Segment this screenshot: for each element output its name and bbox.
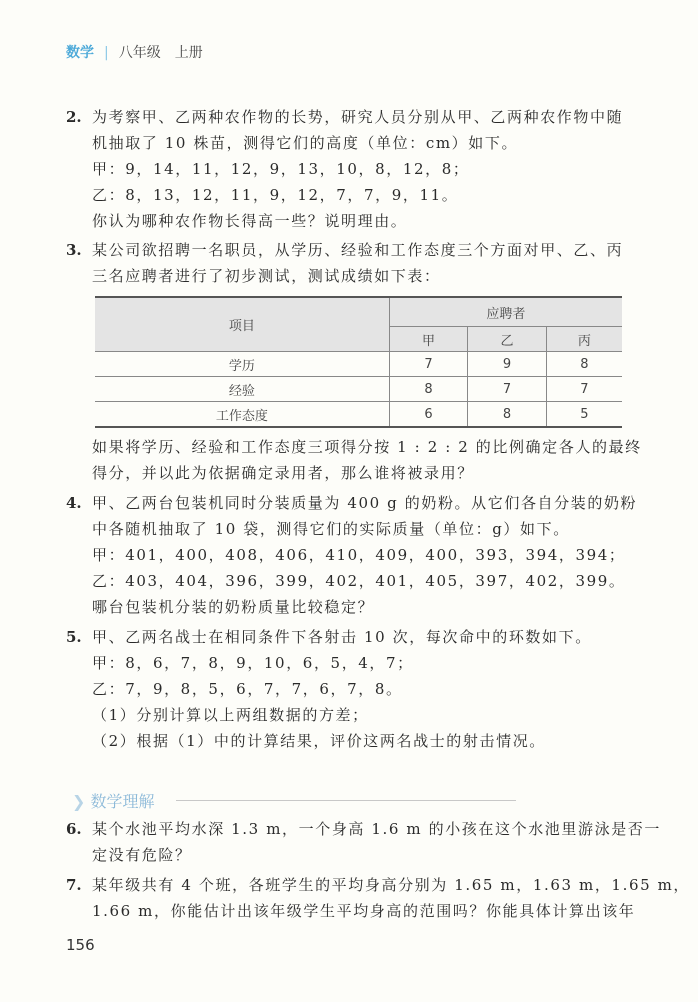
cell: 6 <box>389 402 468 428</box>
problem-text-line: 1.66 m，你能估计出该年级学生平均身高的范围吗？你能具体计算出该年 <box>92 902 636 920</box>
problem-number: 3. <box>66 241 82 259</box>
problem-text-line: 哪台包装机分装的奶粉质量比较稳定？ <box>92 598 375 616</box>
column-header: 甲 <box>389 327 468 352</box>
problem-text-line: 定没有危险？ <box>92 846 192 864</box>
problem-number: 6. <box>66 820 82 838</box>
row-label: 学历 <box>95 352 389 377</box>
problem-text-line: 乙：8，13，12，11，9，12，7，7，9，11。 <box>92 186 459 204</box>
problem-text-line: 乙：7，9，8，5，6，7，7，6，7，8。 <box>92 680 403 698</box>
cell: 5 <box>546 402 622 428</box>
cell: 7 <box>468 377 547 402</box>
table-row <box>95 377 622 402</box>
score-table <box>95 296 622 428</box>
problem-text-line: 得分，并以此为依据确定录用者，那么谁将被录用？ <box>92 464 474 482</box>
problem-text-line: 甲、乙两名战士在相同条件下各射击 10 次，每次命中的环数如下。 <box>92 628 592 646</box>
cell: 9 <box>468 352 547 377</box>
row-label: 工作态度 <box>95 402 389 428</box>
problem-text-line: 甲：8，6，7，8，9，10，6，5，4，7； <box>92 654 414 672</box>
section-heading <box>72 789 155 812</box>
page-number: 156 <box>66 936 95 954</box>
problem-text-line: （2）根据（1）中的计算结果，评价这两名战士的射击情况。 <box>92 732 546 750</box>
subject-label: 数学 <box>66 45 94 61</box>
problem-text-line: 乙：403，404，396，399，402，401，405，397，402，399。 <box>92 572 626 590</box>
header-separator: | <box>104 45 109 61</box>
cell: 8 <box>546 352 622 377</box>
running-header <box>66 42 203 62</box>
chevron-right-icon: ❯ <box>72 792 91 811</box>
grade-label: 八年级 上册 <box>118 45 203 61</box>
problem-text-line: 为考察甲、乙两种农作物的长势，研究人员分别从甲、乙两种农作物中随 <box>92 108 624 126</box>
row-label: 经验 <box>95 377 389 402</box>
problem-number: 2. <box>66 108 82 126</box>
table-row <box>95 352 622 377</box>
problem-text-line: 甲、乙两台包装机同时分装质量为 400 g 的奶粉。从它们各自分装的奶粉 <box>92 494 638 512</box>
column-header: 乙 <box>468 327 547 352</box>
problem-text-line: 如果将学历、经验和工作态度三项得分按 1 : 2 : 2 的比例确定各人的最终 <box>92 438 642 456</box>
cell: 8 <box>389 377 468 402</box>
problem-text-line: 某公司欲招聘一名职员，从学历、经验和工作态度三个方面对甲、乙、丙 <box>92 241 624 259</box>
section-divider <box>176 800 516 801</box>
section-title: 数学理解 <box>90 792 155 811</box>
problem-text-line: 甲：401，400，408，406，410，409，400，393，394，394； <box>92 546 626 564</box>
column-header: 丙 <box>546 327 622 352</box>
problem-number: 7. <box>66 876 82 894</box>
problem-text-line: 机抽取了 10 株苗，测得它们的高度（单位：cm）如下。 <box>92 134 519 152</box>
problem-text-line: 某个水池平均水深 1.3 m，一个身高 1.6 m 的小孩在这个水池里游泳是否一 <box>92 820 662 838</box>
cell: 7 <box>546 377 622 402</box>
problem-text-line: 三名应聘者进行了初步测试，测试成绩如下表： <box>92 267 441 285</box>
problem-number: 4. <box>66 494 82 512</box>
table-group-header: 应聘者 <box>389 297 622 327</box>
cell: 7 <box>389 352 468 377</box>
problem-text-line: 甲：9，14，11，12，9，13，10，8，12，8； <box>92 160 470 178</box>
problem-text-line: 中各随机抽取了 10 袋，测得它们的实际质量（单位：g）如下。 <box>92 520 570 538</box>
problem-text-line: 某年级共有 4 个班，各班学生的平均身高分别为 1.65 m，1.63 m，1.65 m， <box>92 876 691 894</box>
problem-text-line: （1）分别计算以上两组数据的方差； <box>92 706 369 724</box>
problem-text-line: 你认为哪种农作物长得高一些？说明理由。 <box>92 212 408 230</box>
problem-number: 5. <box>66 628 82 646</box>
table-row <box>95 402 622 428</box>
table-corner: 项目 <box>95 297 389 352</box>
cell: 8 <box>468 402 547 428</box>
